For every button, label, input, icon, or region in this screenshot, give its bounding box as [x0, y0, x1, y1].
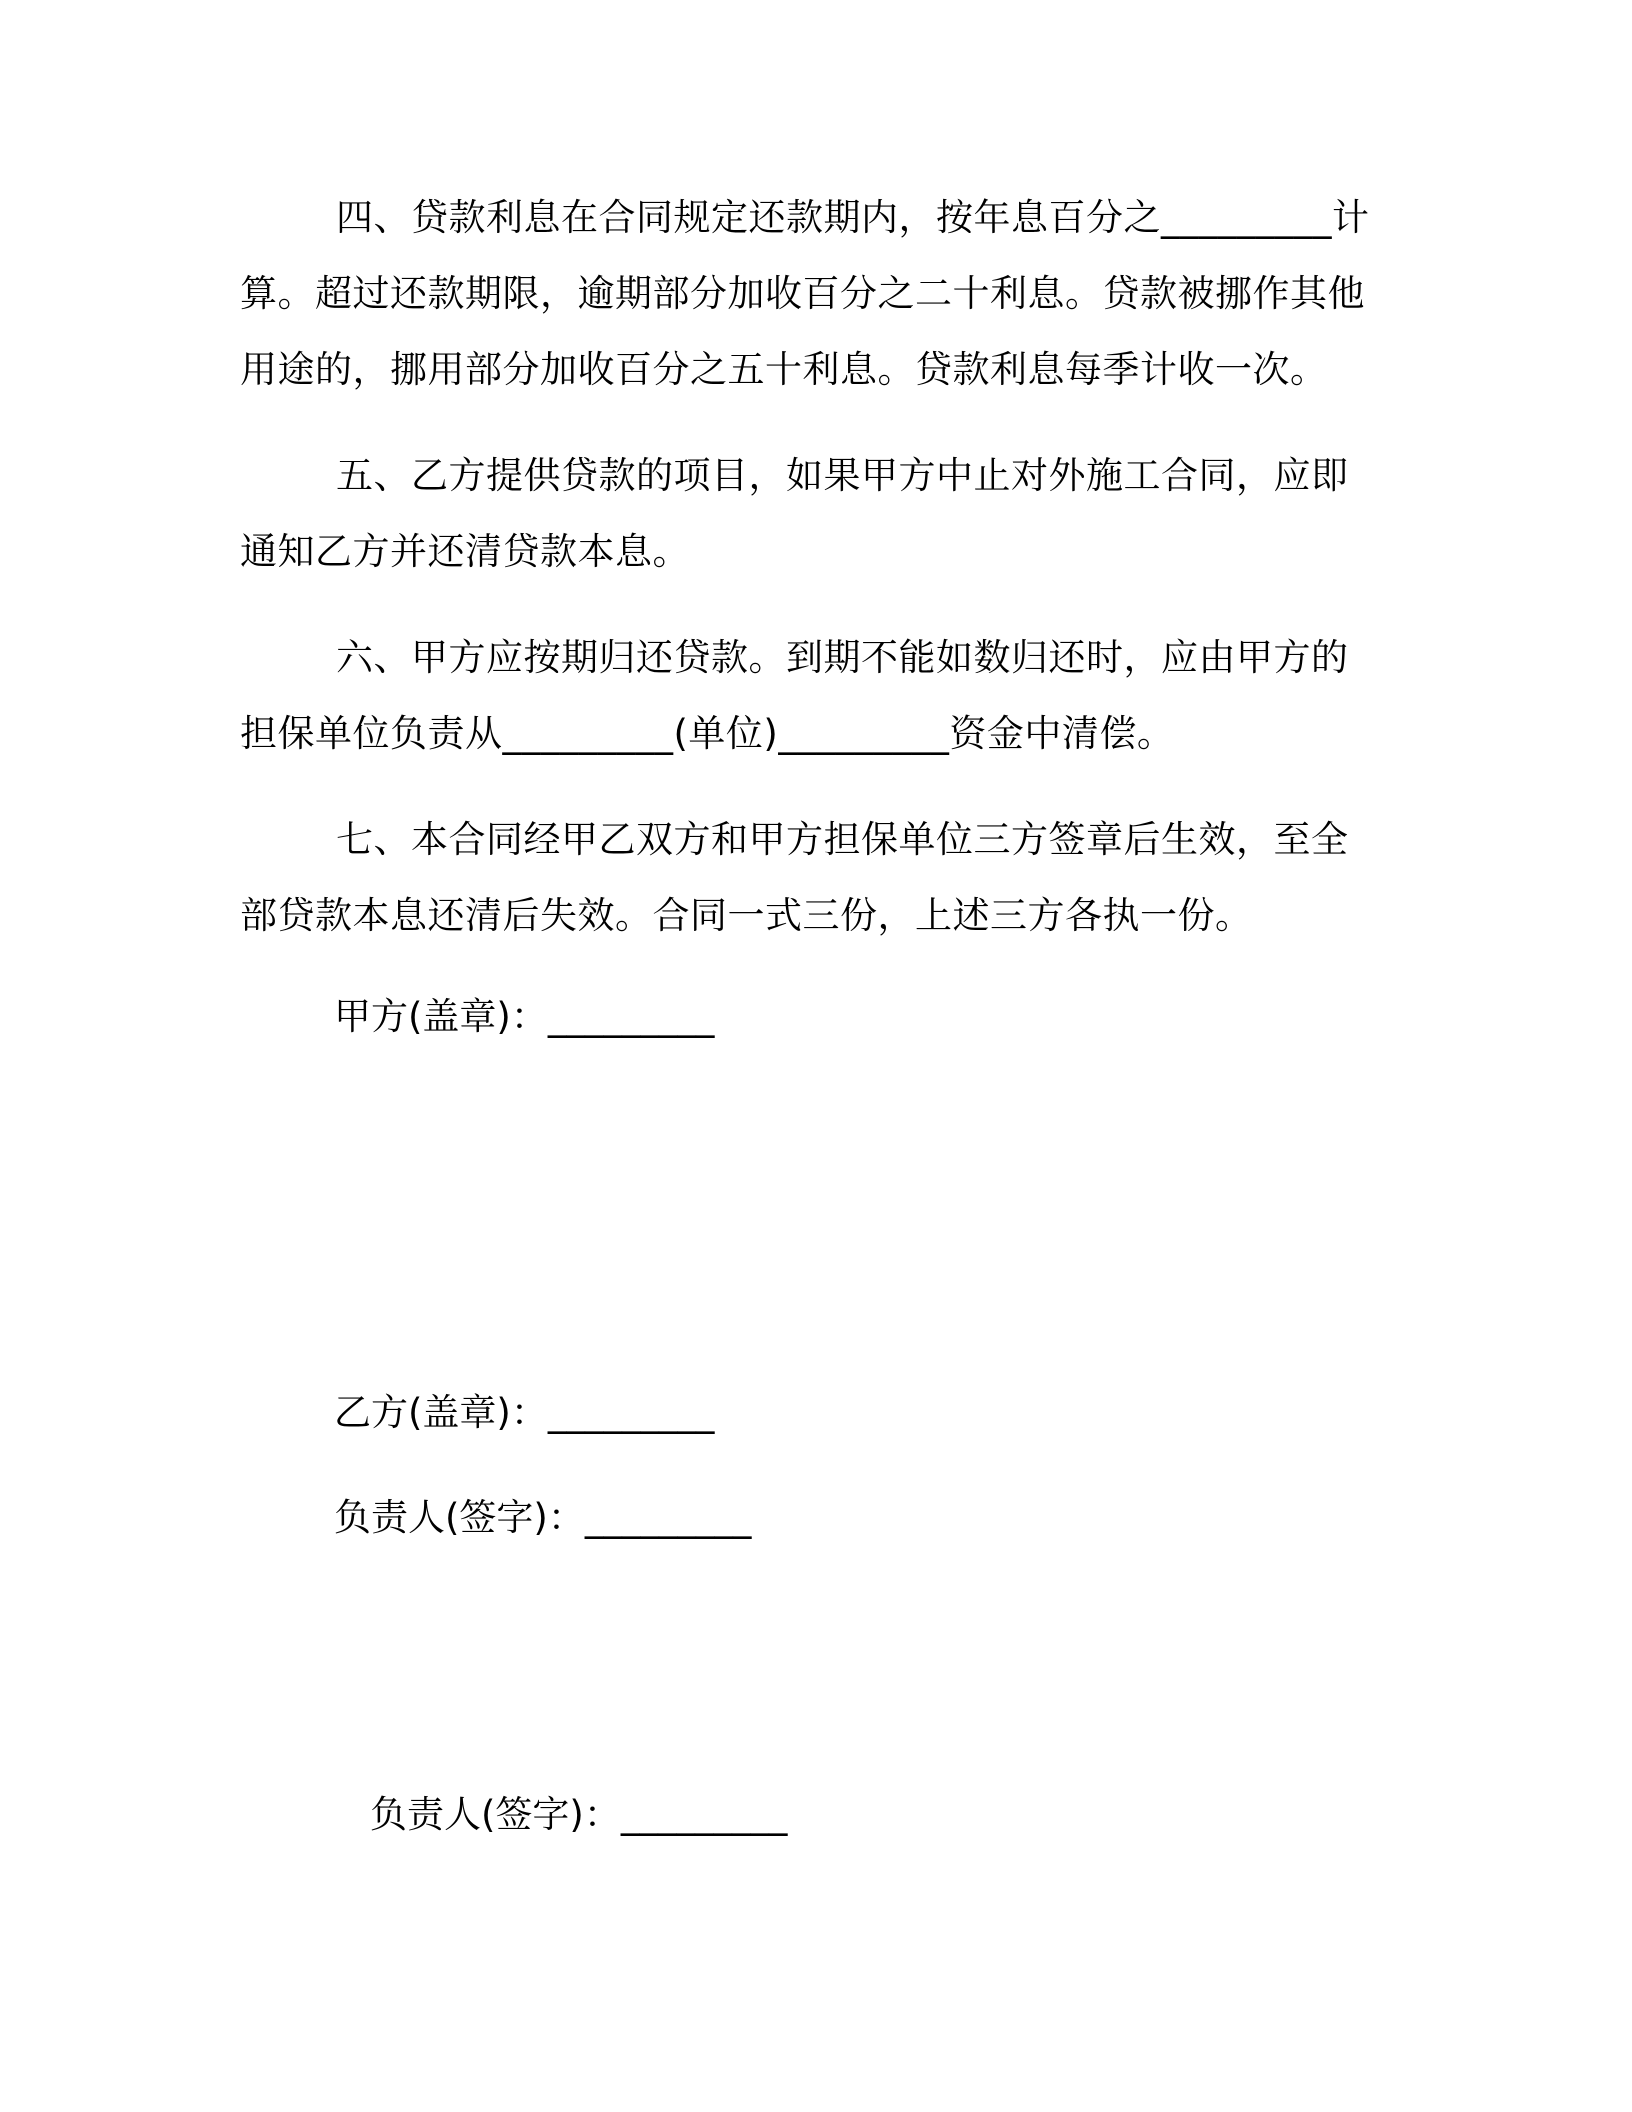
clause-5: 五、乙方提供贷款的项目，如果甲方中止对外施工合同，应即通知乙方并还清贷款本息。 [240, 454, 1349, 573]
clause-4: 四、贷款利息在合同规定还款期内，按年息百分之_________计算。超过还款期限，逾期部分加收百分之二十利息。贷款被挪作其他用途的，挪用部分加收百分之五十利息。贷款利息每季计收一次。 [240, 196, 1370, 391]
responsible-person-signature-line-2: 负责人(签字)：_________ [370, 1793, 788, 1836]
responsible-person-signature-line: 负责人(签字)：_________ [334, 1496, 752, 1539]
clause-6: 六、甲方应按期归还贷款。到期不能如数归还时，应由甲方的担保单位负责从_________(单位)_________资金中清偿。 [240, 636, 1349, 755]
party-b-seal-line: 乙方(盖章)：_________ [334, 1391, 715, 1434]
clause-7: 七、本合同经甲乙双方和甲方担保单位三方签章后生效，至全部贷款本息还清后失效。合同一式三份，上述三方各执一份。 [240, 818, 1349, 937]
party-a-seal-line: 甲方(盖章)：_________ [334, 995, 715, 1038]
